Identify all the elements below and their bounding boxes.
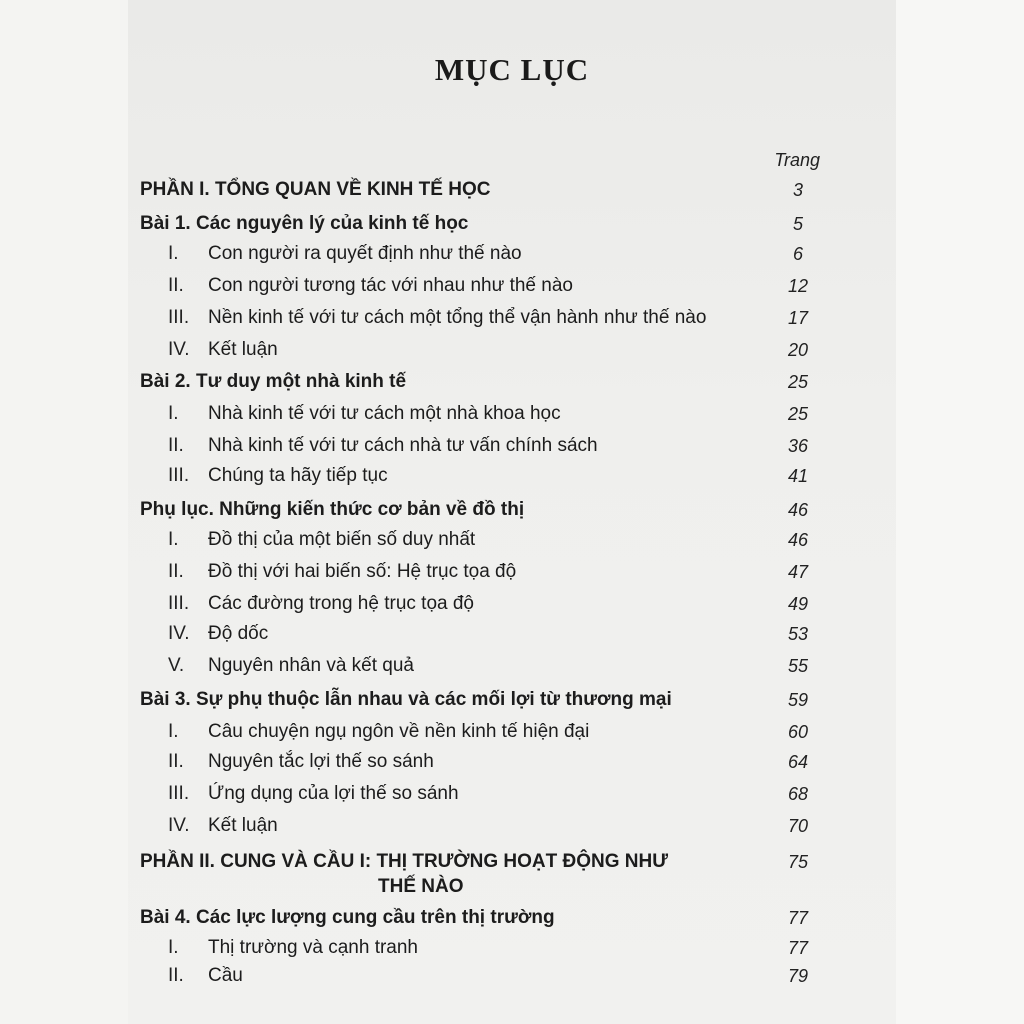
book-page bbox=[128, 0, 896, 1024]
toc-entry-label: Đồ thị của một biến số duy nhất bbox=[208, 529, 476, 550]
toc-entry-number: I. bbox=[168, 721, 179, 742]
toc-entry bbox=[128, 240, 896, 268]
toc-entry-label: Kết luận bbox=[208, 815, 278, 836]
toc-entry bbox=[128, 176, 896, 204]
toc-entry-label: Chúng ta hãy tiếp tục bbox=[208, 465, 388, 486]
toc-entry bbox=[128, 652, 896, 680]
toc-entry-label: Kết luận bbox=[208, 339, 278, 360]
toc-entry-label: Con người ra quyết định như thế nào bbox=[208, 243, 522, 264]
toc-entry-page: 60 bbox=[787, 722, 809, 742]
toc-entry-page: 59 bbox=[787, 690, 809, 710]
toc-entry bbox=[128, 432, 896, 460]
toc-entry bbox=[128, 962, 896, 990]
toc-entry-number: II. bbox=[168, 275, 184, 296]
toc-entry-page: 5 bbox=[792, 214, 803, 234]
toc-entry-page: 36 bbox=[787, 436, 809, 456]
toc-entry-page: 70 bbox=[787, 816, 809, 836]
toc-entry bbox=[128, 496, 896, 524]
toc-entry-page: 77 bbox=[787, 938, 809, 958]
toc-entry-page: 6 bbox=[792, 244, 803, 264]
toc-entry-label: Bài 2. Tư duy một nhà kinh tế bbox=[140, 371, 407, 392]
toc-entry-label: Nền kinh tế với tư cách một tổng thể vận hành như thế nào bbox=[208, 307, 707, 328]
toc-entry-label: Câu chuyện ngụ ngôn về nền kinh tế hiện đại bbox=[208, 721, 590, 742]
toc-entry-page: 17 bbox=[787, 308, 809, 328]
toc-entry bbox=[128, 904, 896, 932]
toc-entry bbox=[128, 526, 896, 554]
toc-entry bbox=[128, 812, 896, 840]
toc-entry bbox=[128, 590, 896, 618]
toc-entry-page: 75 bbox=[787, 852, 809, 872]
toc-entry bbox=[128, 780, 896, 808]
toc-entry bbox=[128, 934, 896, 962]
toc-entry-page: 53 bbox=[787, 624, 809, 644]
toc-entry-page: 68 bbox=[787, 784, 809, 804]
toc-entry-label: Con người tương tác với nhau như thế nào bbox=[208, 275, 573, 296]
toc-entry-number: I. bbox=[168, 243, 179, 264]
toc-entry-page: 64 bbox=[787, 752, 809, 772]
toc-entry-label: Các đường trong hệ trục tọa độ bbox=[208, 593, 474, 614]
toc-entry-label: Phụ lục. Những kiến thức cơ bản về đồ thị bbox=[140, 499, 525, 520]
toc-entry-page: 79 bbox=[787, 966, 809, 986]
toc-entry bbox=[128, 304, 896, 332]
toc-entry bbox=[128, 620, 896, 648]
toc-entry-number: III. bbox=[168, 307, 190, 328]
toc-entry-page: 25 bbox=[787, 404, 809, 424]
toc-entry-number: V. bbox=[168, 655, 185, 676]
toc-entry bbox=[128, 272, 896, 300]
toc-entry-label: PHẦN I. TỔNG QUAN VỀ KINH TẾ HỌC bbox=[140, 179, 491, 200]
toc-entry-number: IV. bbox=[168, 623, 190, 644]
toc-entry bbox=[128, 558, 896, 586]
toc-entry bbox=[128, 718, 896, 746]
toc-entry-number: IV. bbox=[168, 815, 190, 836]
toc-entry-number: II. bbox=[168, 965, 184, 986]
toc-entry bbox=[128, 462, 896, 490]
toc-entry-label: Cầu bbox=[208, 965, 243, 986]
toc-entry-page: 46 bbox=[787, 530, 809, 550]
toc-entry-label: Đồ thị với hai biến số: Hệ trục tọa độ bbox=[208, 561, 517, 582]
toc-entry-number: III. bbox=[168, 465, 190, 486]
toc-entry-page: 25 bbox=[787, 372, 809, 392]
toc-entry-label: Nguyên nhân và kết quả bbox=[208, 655, 414, 676]
toc-entry-number: I. bbox=[168, 529, 179, 550]
toc-entry-label: PHẦN II. CUNG VÀ CẦU I: THỊ TRƯỜNG HOẠT ĐỘNG NHƯ bbox=[140, 851, 669, 872]
toc-entry-number: I. bbox=[168, 403, 179, 424]
toc-entry-page: 49 bbox=[787, 594, 809, 614]
part2-title-continuation: THẾ NÀO bbox=[378, 876, 464, 897]
toc-entry-page: 12 bbox=[787, 276, 809, 296]
toc-entry-page: 77 bbox=[787, 908, 809, 928]
toc-entry-number: II. bbox=[168, 751, 184, 772]
toc-entry-page: 3 bbox=[792, 180, 803, 200]
toc-entry bbox=[128, 210, 896, 238]
toc-entry-number: IV. bbox=[168, 339, 190, 360]
toc-entry-label: Ứng dụng của lợi thế so sánh bbox=[208, 783, 459, 804]
toc-entry-label: Bài 4. Các lực lượng cung cầu trên thị trường bbox=[140, 907, 555, 928]
toc-entry-page: 20 bbox=[787, 340, 809, 360]
toc-entry-label: Bài 3. Sự phụ thuộc lẫn nhau và các mối lợi từ thương mại bbox=[140, 689, 672, 710]
toc-entry bbox=[128, 748, 896, 776]
toc-entry-label: Nguyên tắc lợi thế so sánh bbox=[208, 751, 434, 772]
page-column-header: Trang bbox=[774, 150, 820, 170]
toc-entry-number: III. bbox=[168, 783, 190, 804]
toc-entry-page: 46 bbox=[787, 500, 809, 520]
toc-entry-number: II. bbox=[168, 561, 184, 582]
toc-entry bbox=[128, 400, 896, 428]
toc-entry-label: Độ dốc bbox=[208, 623, 269, 644]
toc-entry-label: Thị trường và cạnh tranh bbox=[208, 937, 419, 958]
toc-entry-label: Bài 1. Các nguyên lý của kinh tế học bbox=[140, 213, 469, 234]
toc-entry-number: I. bbox=[168, 937, 179, 958]
right-background bbox=[896, 0, 1024, 1024]
toc-entry bbox=[128, 686, 896, 714]
toc-entry bbox=[128, 848, 896, 876]
toc-entry-page: 55 bbox=[787, 656, 809, 676]
toc-entry-label: Nhà kinh tế với tư cách một nhà khoa học bbox=[208, 403, 561, 424]
toc-entry-number: III. bbox=[168, 593, 190, 614]
toc-entry-page: 41 bbox=[787, 466, 809, 486]
toc-entry bbox=[128, 368, 896, 396]
left-background bbox=[0, 0, 128, 1024]
page-title: MỤC LỤC bbox=[434, 52, 590, 87]
toc-entry bbox=[128, 336, 896, 364]
toc-entry-number: II. bbox=[168, 435, 184, 456]
toc-entry-label: Nhà kinh tế với tư cách nhà tư vấn chính sách bbox=[208, 435, 598, 456]
toc-entry-page: 47 bbox=[787, 562, 809, 582]
